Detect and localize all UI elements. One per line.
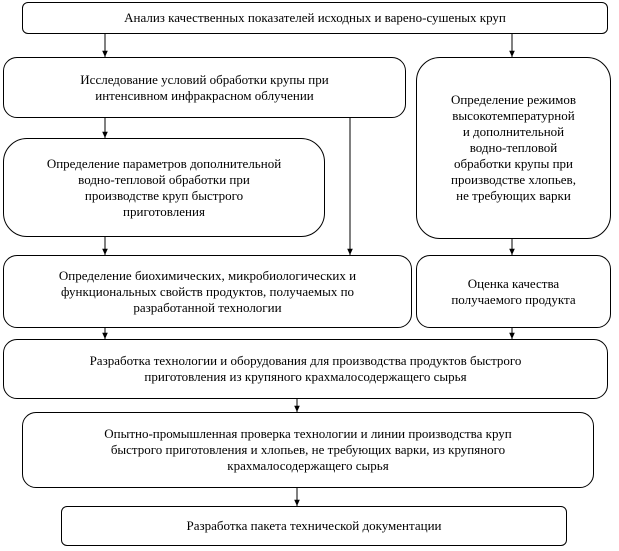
box-documentation <box>61 506 567 546</box>
box-technology-development-text: Разработка технологии и оборудования для производства продуктов быстрого приготовления из крупяного крахмалосодержащего сырья <box>89 353 522 384</box>
box-analysis-quality <box>22 2 608 34</box>
box-documentation-text: Разработка пакета технической документации <box>186 518 442 533</box>
box-technology-development <box>3 339 608 399</box>
box-parameters-text: Определение параметров дополнительной водно-тепловой обработки при производстве круп быстрого приготовления <box>46 155 282 219</box>
box-quality-assessment <box>416 255 611 328</box>
box-pilot-testing-text: Опытно-промышленная проверка технологии и линии производства круп быстрого приготовления и хлопьев, не требующих варки, из крупяного крахмалосодержащего сырья <box>104 426 512 473</box>
box-quality-assessment-text: Оценка качества получаемого продукта <box>451 275 576 307</box>
box-pilot-testing <box>22 412 594 488</box>
box-product-properties <box>3 255 412 328</box>
box-processing-modes <box>416 57 611 239</box>
box-processing-modes-text: Определение режимов высокотемпературной и дополнительной водно-тепловой обработки крупы при производстве хлопьев, не требующих варки <box>450 92 577 203</box>
box-parameters <box>3 138 325 237</box>
box-infrared-study <box>3 57 406 118</box>
box-analysis-quality-text: Анализ качественных показателей исходных и варено-сушеных круп <box>124 10 506 25</box>
box-product-properties-text: Определение биохимических, микробиологических и функциональных свойств продуктов, получаемых по разработанной технологии <box>58 267 357 315</box>
box-infrared-study-text: Исследование условий обработки крупы при интенсивном инфракрасном облучении <box>80 71 329 103</box>
